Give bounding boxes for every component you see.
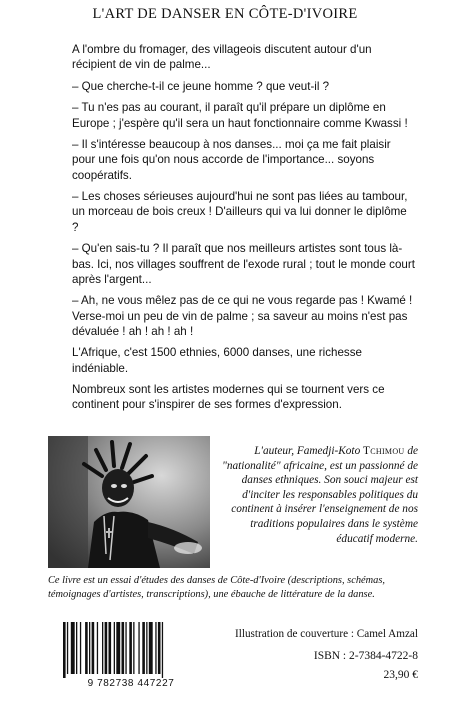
paragraph: – Que cherche-t-il ce jeune homme ? que veut-il ? — [72, 79, 330, 93]
barcode-bar — [114, 622, 115, 674]
barcode-bar — [71, 622, 75, 674]
barcode-bar — [85, 622, 88, 674]
barcode-bar — [133, 622, 134, 674]
price: 23,90 € — [383, 669, 418, 681]
barcode-bar — [76, 622, 77, 674]
barcode-bar — [102, 622, 103, 674]
barcode-image — [57, 620, 205, 688]
barcode-bar — [158, 622, 161, 674]
barcode-bar — [109, 622, 112, 674]
cover-credit: Illustration de couverture : Camel Amzal — [235, 628, 418, 640]
barcode-bar — [92, 622, 95, 674]
paragraph: – Il s'intéresse beaucoup à nos danses... moi ça me fait plaisir pour une fois qu'on nous accorde de l'importance... soyons coopératifs. — [72, 138, 391, 182]
book-title: L'ART DE DANSER EN CÔTE-D'IVOIRE — [92, 6, 358, 22]
paragraph: – Les choses sérieuses aujourd'hui ne sont pas liées au tambour, un morceau de bois creux ! D'ailleurs qui va lui donner le diplôme ? — [72, 190, 408, 234]
barcode-bar — [67, 622, 68, 674]
isbn: ISBN : 2-7384-4722-8 — [313, 650, 418, 662]
paragraph: – Ah, ne vous mêlez pas de ce qui ne vous regarde pas ! Kwamé ! Verse-moi un peu de vin de palme ; sa saveur au moins n'est pas dévaluée ! ah ! ah ! ah ! — [72, 294, 413, 338]
barcode-bar — [97, 622, 98, 674]
author-bio — [214, 444, 418, 546]
barcode-bar — [129, 622, 132, 674]
barcode-bar — [89, 622, 90, 674]
paragraph: A l'ombre du fromager, des villageois discutent autour d'un récipient de vin de palme... — [72, 43, 372, 72]
barcode-bar — [80, 622, 81, 674]
paragraph: – Qu'en sais-tu ? Il paraît que nos meilleurs artistes sont tous là-bas. Ici, nos villages souffrent de l'exode rural ; tout le monde court après l'argent... — [72, 242, 415, 286]
barcode-bar — [142, 622, 145, 674]
blurb-text — [72, 42, 416, 419]
author-photo-image — [48, 436, 210, 568]
author-surname: Tchimou — [363, 445, 405, 457]
paragraph: L'Afrique, c'est 1500 ethnies, 6000 danses, une richesse indéniable. — [72, 346, 362, 375]
author-photo — [48, 436, 210, 568]
barcode-bar — [125, 622, 126, 674]
barcode-bar — [155, 622, 156, 674]
paragraph: – Tu n'es pas au courant, il paraît qu'il prépare un diplôme en Europe ; j'espère qu'il sera un haut fonctionnaire comme Kwassi ! — [72, 101, 408, 130]
barcode-digits: 9 782738 447227 — [87, 678, 175, 688]
barcode-bar — [138, 622, 139, 674]
bio-text: de "nationalité" africaine, est un passionné de danses ethniques. Son souci majeur est d'inciter les responsables politiques du continent à insérer l'enseignement de nos traditions populaires dans le système éducatif moderne. — [222, 445, 418, 545]
barcode-bar — [116, 622, 120, 674]
barcode-bar — [162, 622, 163, 678]
barcode-bar — [149, 622, 153, 674]
essay-description: Ce livre est un essai d'études des danses de Côte-d'Ivoire (descriptions, schémas, témoignages d'artistes, transcriptions), une ébauche de littérature de la danse. — [48, 575, 385, 601]
barcode-bar — [63, 622, 66, 678]
barcode-bar — [105, 622, 108, 674]
barcode-bar — [146, 622, 147, 674]
barcode-bar — [122, 622, 125, 674]
paragraph: Nombreux sont les artistes modernes qui se tournent vers ce continent pour s'inspirer de ses formes d'expression. — [72, 383, 385, 412]
bio-intro: L'auteur, Famedji-Koto — [254, 445, 361, 457]
